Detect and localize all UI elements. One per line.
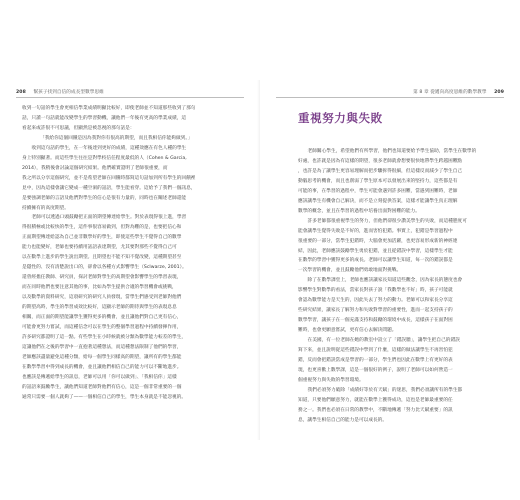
text-line: 見中，因為這樣會讓它變成一種空洞的話語，學生能看穿。這給予了我們一個訊息， xyxy=(22,185,196,191)
text-line: 錯，反而會把錯誤當成是學習的一部分，學生們也因此在數學上有更好的表 xyxy=(298,358,453,364)
text-line: 還曾經擔任教師、研究員，探討老師對學生的高期望會影響學生的學習表現， xyxy=(22,275,182,281)
text-line: 知道，只要他們願意努力，就能在數學上獲得成功，這也是老師最重要的任 xyxy=(298,397,453,403)
text-line: 好處，也許就是因為有這樣的期望，很多老師就會想要很快地帶學生跨越困難點 xyxy=(298,158,463,164)
right-page-number: 209 xyxy=(494,90,504,95)
text-line: 應該讓學生有機會自己解決，而不是立刻提供答案，這樣才能讓學生真正理解 xyxy=(298,198,458,204)
right-header-rule xyxy=(276,97,504,98)
section-title: 重視努力與失敗 xyxy=(298,111,383,125)
text-line: 而在同時他們也要注意其他的事，比如為學生提供合適的學習機會或挑戰， xyxy=(22,285,177,291)
text-line: 個重視努力與失敗的學習環境。 xyxy=(298,377,364,383)
text-line: 影響學生對數學的看法，當家長對孩子說「我數學也不好」時，孩子可能就 xyxy=(298,288,453,294)
text-line: ，也許是為了讓學生更容易理解而把步驟拆得很細，但這樣反而減少了學生自己 xyxy=(298,168,463,174)
text-line: 看起來或許很不可思議，但顯然是被忽視的那句話是： xyxy=(22,125,135,131)
text-line: 我們必須努力破除「成績好等於有天賦」的迷思，我們必須讓所有的學生都 xyxy=(307,387,463,393)
text-line: 可能的事，在學習的過程中，學生可能會遇到許多困難，當遇到困難時，老師 xyxy=(298,188,458,194)
text-line: 的期望高時，學生的學習成效比較好，這顯示老師的期待與學生的表現息息 xyxy=(22,305,177,311)
text-line: 是隱性的、沒有清楚說出口的，卻會以各種方式影響學生（Sclwarze, 2001）。 xyxy=(22,265,187,271)
text-line: 許多研究都證明了這一點。有些學生在小時候就被分類為數學能力較差的學生， xyxy=(22,334,187,340)
text-line: 在數學學習中得到成長的機會，並且讓他們相信自己的能力可以不斷地進步。 xyxy=(22,364,182,370)
text-line: 很重要的一部分，當學生犯錯時，大腦會更加活躍，也更容易形成新的神經連 xyxy=(298,238,458,244)
text-line: 這讓他們在之後的學習中一直抱著這種想法，而這種想法限制了他們的學習， xyxy=(22,344,182,350)
text-line: 得很積極或比較快的學生，這件事很容易做到，但對為難的是，也要把信心和 xyxy=(22,225,182,231)
text-line: 會認為數學能力是天生的，因此失去了努力的動力。老師可以和家長分享這 xyxy=(298,298,453,304)
chapter-label: 第 8 章 xyxy=(413,90,429,95)
text-line: 也應該是傳遞給學生的訊息，老師可以用「你可以做到」、「我相信你」這樣 xyxy=(22,374,177,380)
text-line: 現，也更喜歡上數學課，這是一個很好的例子，說明了老師可以如何營造一 xyxy=(298,367,453,373)
text-line: 持續擁有的高度期望。 xyxy=(22,205,69,211)
text-line: 息，讓學生相信自己的能力是可以成長的。 xyxy=(298,417,388,423)
text-line: 身上特別顯著。而這些學生往往是對學校信任程度最低的人（Cohen & Garcia, xyxy=(22,155,187,161)
text-line: 寫下來，並且說明從這些錯誤中學到了什麼，這樣的做法讓學生不再害怕犯 xyxy=(298,348,453,354)
text-line: 難時，也會更願意嘗試，更有信心去解決問題。 xyxy=(298,328,397,334)
text-line: 通常只需要一個人就夠了——一個相信自己的學生，學生本身就是不能忽視的。 xyxy=(22,394,187,400)
text-line: 收到這句話的學生，在一年後達到更好的成績，這種效應在有色人種的學生 xyxy=(31,145,187,151)
text-line: 能會讓學生覺得失敗是不好的，進而害怕犯錯。事實上，犯錯是學習過程中 xyxy=(298,228,453,234)
text-line: 動腦思考的機會，而且也削弱了學生原本可以發展出來的堅持力，這些都是有 xyxy=(298,178,458,184)
text-line: 2014），我稍後會討論這個研究結果。他們確實證明了老師很重要，而 xyxy=(22,165,168,171)
text-line: 老師可以透過口頭鼓勵把正面的期望傳達給學生。對於表現得很上進，學習 xyxy=(31,215,187,221)
left-running-header xyxy=(16,89,104,95)
text-line: 在美國，有一位老師在她的教室中設立了「錯誤牆」，讓學生把自己的錯誤 xyxy=(307,338,460,344)
text-line: 能力也能變好，老師也要持續用話語表達期望，尤其要對那些不覺得自己可 xyxy=(22,245,177,251)
right-running-header xyxy=(413,89,504,95)
right-running-title: 從邁向高度思維的數學教學 xyxy=(430,90,487,95)
text-line: 我之所以分享這個研究，並不是希望老師在回饋時都寫這句話加到所有學生的回饋裡 xyxy=(22,175,196,181)
text-line: 許多老師都很重視學生的努力，但他們卻很少讚美學生的失敗，而這種態度可 xyxy=(307,218,467,224)
text-line: 些研究結果，讓家長了解努力和失敗對學習的重要性，進而一起支持孩子的 xyxy=(298,308,453,314)
text-line: 在數學的學習中獲得更多的成長。老師可以讓學生知道，每一次的錯誤都是 xyxy=(298,258,453,264)
right-body-text xyxy=(298,147,504,426)
text-line: 數學的概念，並且在學習的過程中培養出面對困難的能力。 xyxy=(298,208,420,214)
text-line: 相關，而正面的期望能讓學生獲得更多的機會，並且讓他們對自己更有信心， xyxy=(22,315,182,321)
text-line: 以及數學的資料研究，這項研究的研究人員發現，當學生們感受到老師對他們 xyxy=(22,295,182,301)
text-line: 的話語來鼓勵學生，讓他們知道老師對他們有信心，這是一個非常重要的一個 xyxy=(22,384,182,390)
text-line: 老師關心學生，希望他們有所學習，他們也知道要給予學生協助，當學生在數學的 xyxy=(307,149,477,154)
left-page-number: 208 xyxy=(16,90,26,95)
text-line: 除了在數學課堂上，老師也應該讓家長知道這些觀念，因為家長的態度也會 xyxy=(307,278,463,284)
text-line: 是要強調老師的言語及他們對學生的信心是很有力量的，同時也在闡述老師還能 xyxy=(22,195,187,201)
left-body-text xyxy=(22,104,244,403)
text-line: 結，因此，老師應該鼓勵學生勇於犯錯，並且從錯誤中學習，這樣學生才能 xyxy=(298,248,453,254)
left-header-rule xyxy=(16,97,244,98)
text-line: 一次學習的機會，並且鼓勵他們勇敢地面對挑戰。 xyxy=(298,268,402,274)
left-running-title: 幫孩子找到自信的成長型數學思維 xyxy=(33,90,104,95)
text-line: 收到一句話的學生會更相信學業成績明顯比較好，即使老師並不知道那些收到了那句 xyxy=(22,106,196,111)
text-line: 以在數學上進步的學生說出期望。且期望也不能不知不覺改變，這種期望甚至 xyxy=(22,255,182,261)
text-line: 老師應該盡量避免這種分類，給每一個學生同樣高的期望，讓所有的學生都能 xyxy=(22,354,182,360)
text-line: 「我給你這個回饋是因為我對你有很高的期望，而且我相信你能夠做到。」 xyxy=(40,135,193,141)
text-line: 數學學習，讓孩子在一個充滿支持和鼓勵的環境中成長，這樣孩子在面對困 xyxy=(298,318,453,324)
text-line: 可能會更努力嘗試，而這種信念可以在學生的整個學習過程中持續發揮作用， xyxy=(22,324,182,330)
text-line: 話，只讀一句話就能改變學生的學習動機，讓他們一年後有更高的學業成績，這 xyxy=(22,115,187,121)
right-page xyxy=(260,0,520,500)
text-line: 務之一。我們也必須在日常的教學中，不斷地傳遞「努力比天賦重要」的訊 xyxy=(298,407,453,413)
text-line: 正面期望傳達給認為自己並非數學好的學生，即使這些學生不覺得自己的數學 xyxy=(22,235,182,241)
